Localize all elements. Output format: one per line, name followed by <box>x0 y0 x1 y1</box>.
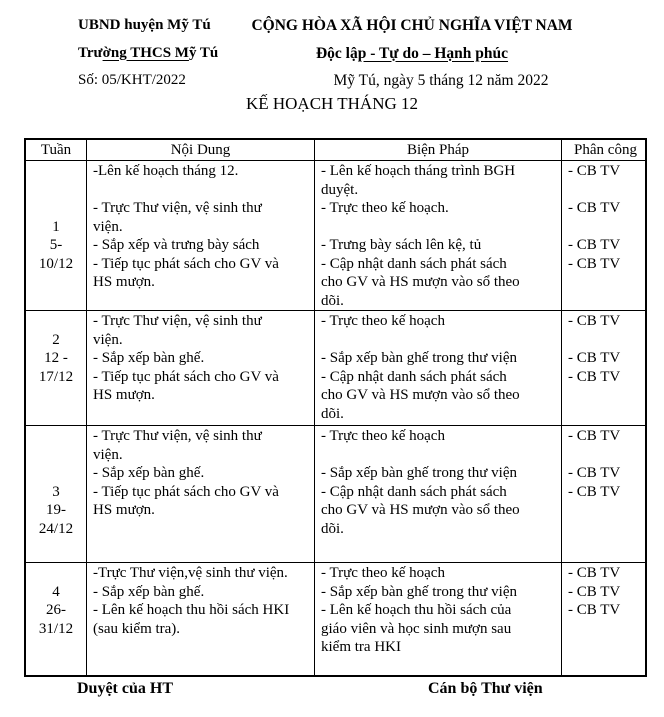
text-line: - Sắp xếp và trưng bày sách <box>93 237 260 253</box>
text-line: - CB TV <box>568 602 621 618</box>
document-number: Số: 05/KHT/2022 <box>78 72 186 88</box>
text-line: 31/12 <box>38 620 74 637</box>
text-line <box>26 657 86 676</box>
text-line: - CB TV <box>568 237 621 253</box>
text-line: HS mượn. <box>93 502 155 518</box>
text-line: dõi. <box>321 292 344 309</box>
text-line: 2 <box>52 331 60 348</box>
issuing-org-block <box>78 12 218 95</box>
text-line: - Lên kế hoạch thu hồi sách HKI <box>93 602 290 618</box>
text-line <box>26 464 86 483</box>
text-line: 24/12 <box>38 520 74 537</box>
org-school-line <box>78 40 218 68</box>
national-title-line: CỘNG HÒA XÃ HỘI CHỦ NGHĨA VIỆT NAM <box>251 17 573 34</box>
text-line <box>26 181 86 200</box>
motto-line <box>240 40 584 68</box>
school-line-post: ỹ Tú <box>188 44 219 61</box>
text-line <box>26 638 86 657</box>
text-line: HS mượn. <box>93 387 155 403</box>
motto-line-pre: Độc lậ <box>315 44 358 62</box>
text-line <box>26 162 86 181</box>
text-line: - Sắp xếp bàn ghế. <box>93 350 205 366</box>
text-line: 12 - <box>44 350 68 366</box>
text-line: dõi. <box>321 405 344 422</box>
signature-librarian-label: Cán bộ Thư viện <box>428 680 543 697</box>
school-line-underlined: ờng THCS M <box>102 44 189 61</box>
content-cell <box>87 426 315 562</box>
text-line: cho GV và HS mượn vào sổ theo <box>321 387 520 403</box>
text-line: - Lên kế hoạch tháng trình BGH <box>321 163 516 179</box>
text-line <box>321 657 558 676</box>
text-line: - CB TV <box>568 483 621 500</box>
column-header-assignment: Phân công <box>574 142 637 158</box>
text-line: - Tiếp tục phát sách cho GV và <box>93 255 279 272</box>
text-line <box>26 292 86 311</box>
text-line: - CB TV <box>568 465 621 481</box>
text-line <box>93 292 311 311</box>
text-line <box>26 312 86 331</box>
text-line <box>568 657 646 676</box>
measures-cell <box>315 311 562 425</box>
text-line <box>26 564 86 583</box>
text-line <box>93 538 311 557</box>
assignee-cell <box>562 426 649 562</box>
text-line <box>568 501 646 520</box>
assignee-cell <box>562 311 649 425</box>
text-line: 26- <box>46 602 66 618</box>
table-row-week-1 <box>26 160 645 310</box>
week-cell <box>26 426 87 562</box>
text-line: - Trực Thư viện, vệ sinh thư <box>93 200 262 216</box>
text-line: -Trực Thư viện,vệ sinh thư viện. <box>93 565 288 581</box>
text-line <box>568 620 646 639</box>
text-line: - Sắp xếp bàn ghế trong thư viện <box>321 350 518 366</box>
text-line: - Cập nhật danh sách phát sách <box>321 255 507 272</box>
week-cell <box>26 563 87 675</box>
text-line: 19- <box>46 502 66 518</box>
text-line: - CB TV <box>568 428 621 444</box>
text-line: dõi. <box>321 520 344 537</box>
text-line: - Trực theo kế hoạch <box>321 565 445 581</box>
text-line <box>568 273 646 292</box>
content-cell <box>87 563 315 675</box>
text-line: - Cập nhật danh sách phát sách <box>321 368 507 385</box>
org-parent-line: UBND huyện Mỹ Tú <box>78 17 211 33</box>
column-header-content: Nội Dung <box>87 140 315 160</box>
text-line: 10/12 <box>38 255 74 272</box>
text-line <box>26 538 86 557</box>
text-line <box>321 218 558 237</box>
text-line <box>568 386 646 405</box>
week-cell <box>26 161 87 310</box>
text-line <box>321 331 558 350</box>
text-line <box>93 405 311 424</box>
text-line: - Trực Thư viện, vệ sinh thư <box>93 428 262 444</box>
week-cell <box>26 311 87 425</box>
text-line: - CB TV <box>568 368 621 385</box>
text-line: - Lên kế hoạch thu hồi sách của <box>321 602 512 618</box>
text-line <box>26 446 86 465</box>
plan-table <box>24 138 647 677</box>
text-line: - Sắp xếp bàn ghế. <box>93 583 205 600</box>
text-line <box>568 218 646 237</box>
text-line: - CB TV <box>568 350 621 366</box>
text-line: - CB TV <box>568 163 621 179</box>
text-line <box>26 427 86 446</box>
text-line: - CB TV <box>568 583 621 600</box>
text-line: - CB TV <box>568 255 621 272</box>
text-line: cho GV và HS mượn vào sổ theo <box>321 502 520 518</box>
text-line: - Trực Thư viện, vệ sinh thư <box>93 313 262 329</box>
content-cell <box>87 161 315 310</box>
measures-cell <box>315 563 562 675</box>
text-line <box>26 405 86 424</box>
text-line <box>93 657 311 676</box>
text-line <box>93 181 311 200</box>
text-line: viện. <box>93 218 123 235</box>
measures-cell <box>315 426 562 562</box>
measures-cell <box>315 161 562 310</box>
text-line: - Sắp xếp bàn ghế. <box>93 465 205 481</box>
school-line-pre: Trư <box>78 44 103 61</box>
text-line: 4 <box>52 583 60 600</box>
text-line <box>26 273 86 292</box>
text-line: - CB TV <box>568 313 621 329</box>
text-line <box>26 199 86 218</box>
text-line <box>568 405 646 424</box>
text-line <box>321 538 558 557</box>
text-line: - CB TV <box>568 200 621 216</box>
table-header-row <box>26 140 645 160</box>
text-line <box>568 331 646 350</box>
motto-line-underlined: p - Tự do – Hạnh phúc <box>357 44 509 62</box>
text-line: viện. <box>93 331 123 348</box>
text-line: kiểm tra HKI <box>321 639 401 655</box>
text-line <box>568 520 646 539</box>
text-line: HS mượn. <box>93 274 155 290</box>
table-row-week-2 <box>26 310 645 425</box>
text-line <box>568 446 646 465</box>
text-line <box>93 638 311 657</box>
text-line: - Trực theo kế hoạch. <box>321 200 449 216</box>
text-line: 17/12 <box>38 368 74 385</box>
text-line <box>26 386 86 405</box>
text-line <box>568 292 646 311</box>
text-line <box>321 446 558 465</box>
text-line: 3 <box>52 483 60 500</box>
text-line <box>93 520 311 539</box>
table-row-week-4 <box>26 562 645 675</box>
text-line: giáo viên và học sinh mượn sau <box>321 620 512 637</box>
assignee-cell <box>562 563 649 675</box>
text-line: - CB TV <box>568 565 621 581</box>
place-date-line: Mỹ Tú, ngày 5 tháng 12 năm 2022 <box>333 72 549 89</box>
text-line: - Trưng bày sách lên kệ, tủ <box>321 237 482 253</box>
assignee-cell <box>562 161 649 310</box>
content-cell <box>87 311 315 425</box>
text-line: - Sắp xếp bàn ghế trong thư viện <box>321 583 518 600</box>
text-line <box>568 638 646 657</box>
text-line: - Tiếp tục phát sách cho GV và <box>93 483 279 500</box>
column-header-measures: Biện Pháp <box>315 140 562 160</box>
signature-approver-label: Duyệt của HT <box>77 680 173 697</box>
text-line: cho GV và HS mượn vào sổ theo <box>321 274 520 290</box>
table-row-week-3 <box>26 425 645 562</box>
text-line: - Sắp xếp bàn ghế trong thư viện <box>321 465 518 481</box>
column-header-week: Tuần <box>26 140 87 160</box>
text-line: duyệt. <box>321 181 359 198</box>
page-title: KẾ HOẠCH THÁNG 12 <box>245 94 419 113</box>
national-motto-block <box>240 12 584 95</box>
text-line: - Trực theo kế hoạch <box>321 313 445 329</box>
text-line: - Tiếp tục phát sách cho GV và <box>93 368 279 385</box>
text-line: viện. <box>93 446 123 463</box>
text-line: 5- <box>49 237 63 253</box>
text-line: - Trực theo kế hoạch <box>321 428 445 444</box>
text-line: - Cập nhật danh sách phát sách <box>321 483 507 500</box>
text-line <box>568 538 646 557</box>
text-line: -Lên kế hoạch tháng 12. <box>93 163 239 179</box>
text-line: (sau kiểm tra). <box>93 620 181 637</box>
text-line <box>568 181 646 200</box>
text-line: 1 <box>52 218 60 235</box>
